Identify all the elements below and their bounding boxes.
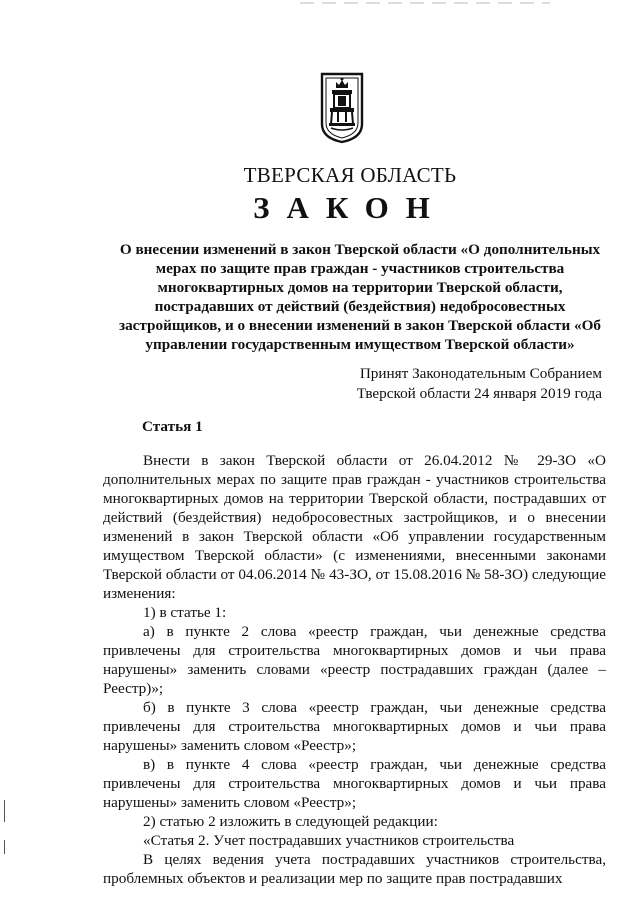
- paragraph: Внести в закон Тверской области от 26.04.2012 № 29-ЗО «О дополнительных мерах по защите прав граждан - участников строительства многоквартирных домов на территории Тверской области, пострадавших от действий (бездействия) недобросовестных застройщиков, и о внесении изменений в закон Тверской области «Об управлении государственным имуществом Тверской области» (с изменениями, внесенными законами Тверской области от 04.06.2014 № 43-ЗО, от 15.08.2016 № 58-ЗО) следующие изменения:: [103, 452, 606, 602]
- article-heading: Статья 1: [142, 418, 203, 435]
- adoption-line: Принят Законодательным Собранием: [359, 365, 602, 382]
- coat-of-arms-emblem: [318, 72, 366, 144]
- scan-artifact: [300, 2, 550, 4]
- document-type-title: ЗАКОН: [253, 190, 447, 225]
- paragraph: б) в пункте 3 слова «реестр граждан, чьи денежные средства привлечены для строительства многоквартирных домов и чьи права нарушены» заменить словом «Реестр»;: [103, 699, 606, 754]
- margin-marks: [4, 800, 8, 870]
- adoption-note: [357, 364, 602, 404]
- law-title: О внесении изменений в закон Тверской области «О дополнительных мерах по защите прав граждан - участников строительства многоквартирных домов на территории Тверской области, пострадавших от действий (бездействия) недобросовестных застройщиков, и о внесении изменений в закон Тверской области «Об управлении государственным имуществом Тверской области»: [118, 241, 602, 353]
- paragraph: а) в пункте 2 слова «реестр граждан, чьи денежные средства привлечены для строительства многоквартирных домов и чьи права нарушены» заменить словами «реестр пострадавших граждан (далее – Реестр)»;: [103, 623, 606, 697]
- article-body: [103, 451, 606, 888]
- paragraph: 1) в статье 1:: [143, 604, 227, 621]
- region-name: ТВЕРСКАЯ ОБЛАСТЬ: [243, 163, 457, 187]
- paragraph: «Статья 2. Учет пострадавших участников строительства: [143, 832, 515, 849]
- adoption-line: Тверской области 24 января 2019 года: [356, 385, 602, 402]
- paragraph: 2) статью 2 изложить в следующей редакции:: [143, 813, 438, 830]
- paragraph: В целях ведения учета пострадавших участников строительства, проблемных объектов и реализации мер по защите прав пострадавших: [103, 851, 606, 887]
- paragraph: в) в пункте 4 слова «реестр граждан, чьи денежные средства привлечены для строительства многоквартирных домов и чьи права нарушены» заменить словом «Реестр»;: [103, 756, 606, 811]
